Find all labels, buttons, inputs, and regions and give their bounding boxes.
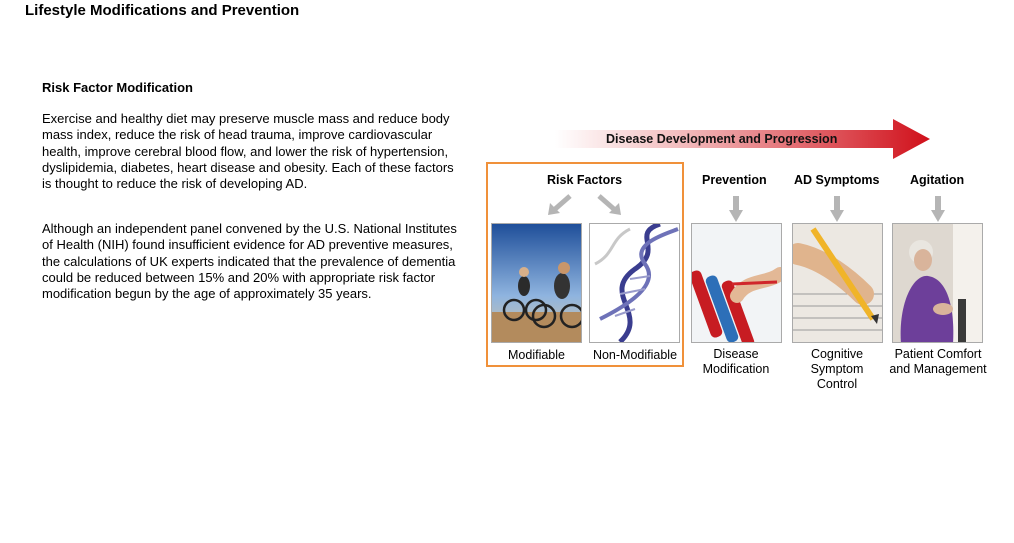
risk-factors-title: Risk Factors <box>547 173 623 187</box>
down-arrow-symptoms-icon <box>830 196 844 222</box>
paragraph-exercise-diet: Exercise and healthy diet may preserve muscle mass and reduce body mass index, reduce the risk of head trauma, improve cardiovascular health, improve cerebral blood flow, and lower the risk of hypertension, dyslipidemia, diabetes, heart disease and obesity. Each of these factors is thought to reduce the risk of developing AD. <box>42 111 454 192</box>
ad-symptoms-title: AD Symptoms <box>794 173 880 187</box>
agitation-title: Agitation <box>910 173 965 187</box>
down-arrow-prevention-icon <box>729 196 743 222</box>
elderly-woman-photo <box>892 223 983 343</box>
caption-non-modifiable: Non-Modifiable <box>592 348 678 362</box>
diagonal-arrow-right-icon <box>595 193 623 217</box>
pencil-writing-photo <box>792 223 883 343</box>
dna-photo <box>589 223 680 343</box>
caption-disease-modification: Disease Modification <box>702 347 770 376</box>
diagonal-arrow-left-icon <box>546 193 574 217</box>
paragraph-nih-panel: Although an independent panel convened by the U.S. National Institutes of Health (NIH) found insufficient evidence for AD preventive measures, the calculations of UK experts indicated that the prevalence of dementia could be reduced between 15% and 20% with appropriate risk factor modification begun by the age of approximately 35 years. <box>42 221 457 302</box>
caption-modifiable: Modifiable <box>508 348 565 362</box>
down-arrow-agitation-icon <box>931 196 945 222</box>
prevention-title: Prevention <box>702 173 767 187</box>
section-heading: Risk Factor Modification <box>42 80 193 95</box>
caption-patient-comfort: Patient Comfort and Management <box>889 347 987 376</box>
test-tubes-photo <box>691 223 782 343</box>
page-title: Lifestyle Modifications and Prevention <box>25 2 300 19</box>
banner-label: Disease Development and Progression <box>606 132 838 146</box>
caption-cognitive-symptom-control: Cognitive Symptom Control <box>810 347 864 391</box>
cyclists-photo <box>491 223 582 343</box>
